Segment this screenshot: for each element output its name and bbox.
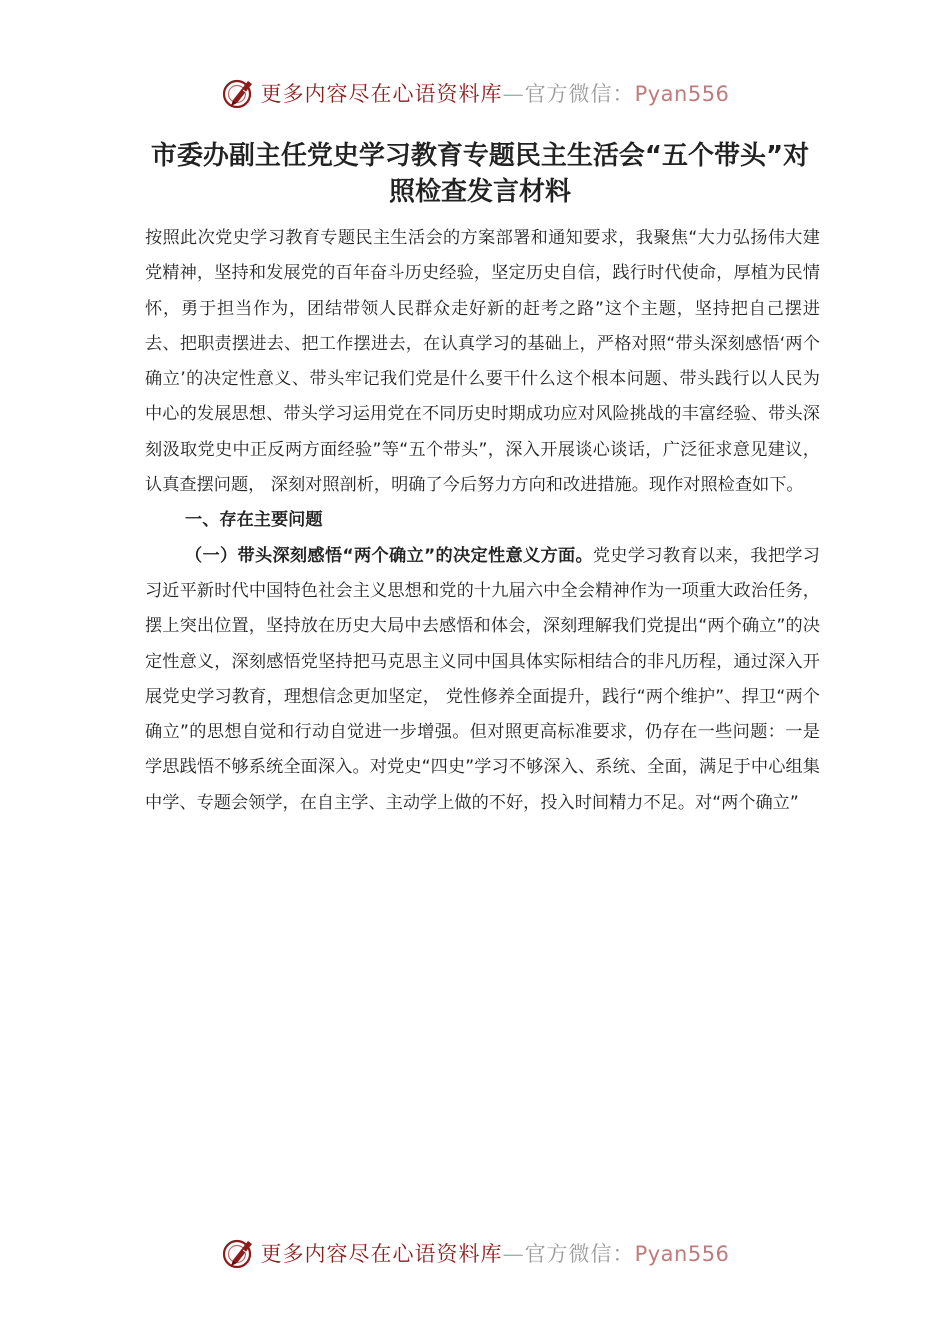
watermark-wechat-id: Pyan556 xyxy=(634,82,730,106)
watermark-text xyxy=(261,78,730,108)
document-title: 市委办副主任党史学习教育专题民主生活会“五个带头”对照检查发言材料 xyxy=(150,141,810,207)
problem-paragraph xyxy=(145,539,820,821)
watermark-dash: — xyxy=(502,82,525,106)
problem-body: 党史学习教育以来，我把学习习近平新时代中国特色社会主义思想和党的十九届六中全会精神作为一项重大政治任务，摆上突出位置，坚持放在历史大局中去感悟和体会，深刻理解我们党提出“两个确立”的决定性意义，深刻感悟党坚持把马克思主义同中国具体实际相结合的非凡历程，通过深入开展党史学习教育，理想信念更加坚定， 党性修养全面提升，践行“两个维护”、捍卫“两个确立”的思想自觉和行动自觉进一步增强。但对照更高标准要求，仍存在一些问题：一是学思践悟不够系统全面深入。对党史“四史”学习不够深入、系统、全面，满足于中心组集中学、专题会领学，在自主学、主动学上做的不好，投入时间精力不足。对“两个确立” xyxy=(145,545,820,813)
watermark-main: 更多内容尽在心语资料库 xyxy=(260,1242,503,1266)
watermark-wechat-id: Pyan556 xyxy=(634,1242,730,1266)
watermark-dash: — xyxy=(502,1242,525,1266)
watermark-wechat-label: 官方微信： xyxy=(524,82,635,106)
problem-lead: （一）带头深刻感悟“两个确立”的决定性意义方面。 xyxy=(185,545,593,566)
header-watermark xyxy=(0,73,950,113)
section-heading: 一、存在主要问题 xyxy=(185,510,323,531)
pen-nib-logo-icon xyxy=(221,75,257,111)
watermark-wechat-label: 官方微信： xyxy=(524,1242,635,1266)
document-body xyxy=(145,221,820,821)
watermark-text xyxy=(261,1238,730,1268)
watermark-main: 更多内容尽在心语资料库 xyxy=(260,82,503,106)
pen-nib-logo-icon xyxy=(221,1235,257,1271)
footer-watermark xyxy=(0,1233,950,1273)
intro-paragraph: 按照此次党史学习教育专题民主生活会的方案部署和通知要求，我聚焦“大力弘扬伟大建党精神，坚持和发展党的百年奋斗历史经验，坚定历史自信，践行时代使命，厚植为民情怀，勇于担当作为，团结带领人民群众走好新的赶考之路”这个主题，坚持把自己摆进去、把职责摆进去、把工作摆进去，在认真学习的基础上，严格对照“带头深刻感悟‘两个确立’的决定性意义、带头牢记我们党是什么要干什么这个根本问题、带头践行以人民为中心的发展思想、带头学习运用党在不同历史时期成功应对风险挑战的丰富经验、带头深刻汲取党史中正反两方面经验”等“五个带头”，深入开展谈心谈话，广泛征求意见建议，认真查摆问题， 深刻对照剖析，明确了今后努力方向和改进措施。现作对照检查如下。 xyxy=(145,228,820,496)
